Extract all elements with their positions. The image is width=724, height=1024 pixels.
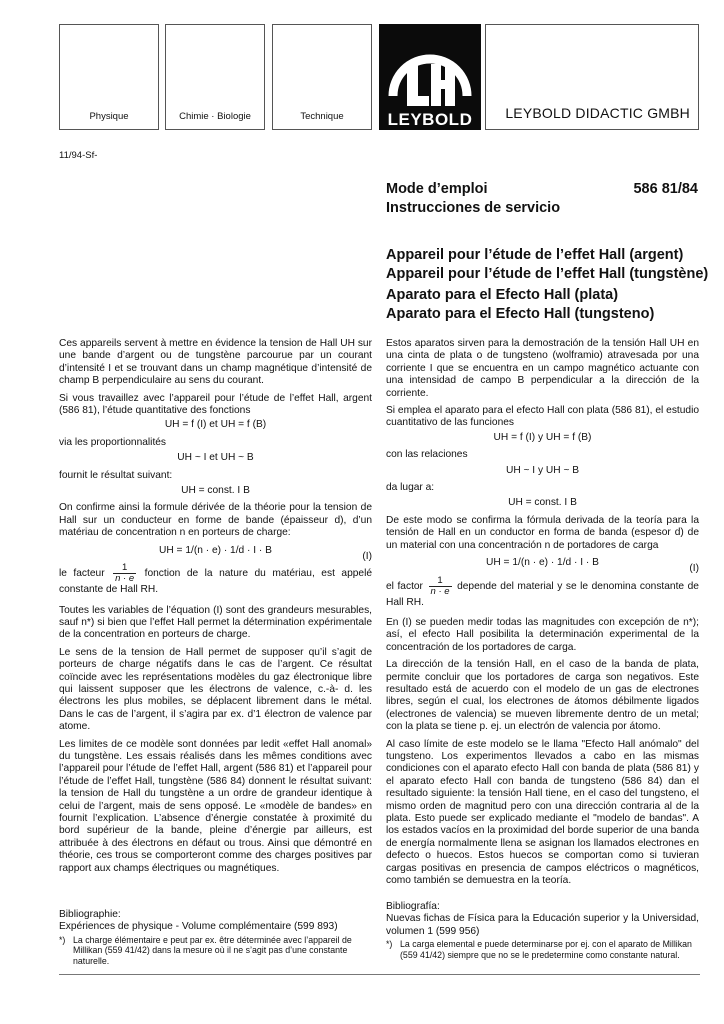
text: fonction de la nature du matériau, est appelé constante de Hall RH. (59, 568, 372, 596)
category-box-physique (59, 24, 159, 130)
equation: UH = f (I) y UH = f (B) (493, 431, 592, 443)
paragraph: Le sens de la tension de Hall permet de supposer qu’il s’agit de porteurs de charge négatifs dans le cas de l’argent. Ce résultat coïncide avec les représentations modèles du gaz électronique libre qui laissent supposer que les électrons de valence, c.-à- d. les électrons les plus mobiles, se déplacent librement dans le métal. Dans le cas de l’argent, il s’agira par ex. d’1 électron de valence par atome. (59, 646, 372, 733)
paragraph: Si vous travaillez avec l’appareil pour l’étude de l’effet Hall, argent (586 81), l’étude quantitative des fonctions (59, 392, 372, 417)
equation: UH = const. I B (181, 485, 250, 497)
hall-formula (386, 557, 699, 575)
paragraph (386, 576, 699, 609)
equation: UH = f (I) et UH = f (B) (164, 419, 267, 431)
paragraph: Al caso límite de este modelo se le llama "Efecto Hall anómalo" del tungsteno. Los experimentos llevados a cabo en las mismas condiciones con el aparato efecto Hall con banda de plata (586 81) y el aparato efecto Hall con banda de tungsteno (586 84) dan el resultado siguiente: la tensión Hall tiene, en el caso del tungsteno, el mismo orden de magnitud pero con una dirección contraria al de la plata. Esto puede ser explicado mediante el "modelo de bandas". A los estados vacíos en la proximidad del borde superior de una banda de energía normalmente llena se asignan los llamados electrones en defecto o huecos. Estos huecos se comportan como si tuvieran cargas positivas en presencia de campos eléctricos o magnéticos, como también se demuestra en la teoría. (386, 738, 699, 887)
footnote-mark: *) (386, 939, 393, 950)
formula-number: (I) (689, 563, 699, 575)
paragraph: On confirme ainsi la formule dérivée de la théorie pour la tension de Hall sur un conducteur en forme de bande (épaisseur d), d’un matériau de concentration n en porteurs de charge: (59, 502, 372, 539)
category-label: Physique (89, 111, 129, 122)
spanish-bibliography (386, 901, 699, 960)
paragraph: Estos aparatos sirven para la demostración de la tensión Hall UH en una cinta de plata o de tungsteno (wolframio) atravesada por una corriente I que se encuentra en un campo magnético actuante con una intensidad de campo B perpendicular a la dirección de la corriente. (386, 338, 699, 399)
equation: UH = const. I B (508, 497, 577, 509)
bibliography-label: Bibliografía: (386, 901, 440, 912)
hall-formula (59, 544, 372, 562)
svg-text:LEYBOLD: LEYBOLD (387, 110, 473, 129)
category-box-technique (272, 24, 372, 130)
catalog-number: 586 81/84 (633, 181, 698, 197)
paragraph (59, 563, 372, 596)
paragraph: con las relaciones (386, 449, 468, 461)
paragraph: De este modo se confirma la fórmula derivada de la teoría para la tensión de Hall en un conductor en forma de banda (espesor d) de un material con una concentración n de portadores de carga (386, 514, 699, 551)
paragraph: Toutes les variables de l’équation (I) sont des grandeurs mesurables, sauf n*) si bien que l’effet Hall permet la détermination expérimentale de la concentration en porteurs de charge. (59, 604, 372, 641)
bibliography-entry: Expériences de physique - Volume complémentaire (599 893) (59, 921, 338, 933)
paragraph: fournit le résultat suivant: (59, 469, 173, 481)
paragraph: En (I) se pueden medir todas las magnitudes con excepción de n*); así, el efecto Hall posibilita la determinación experimental de la concentración de los portadores de carga. (386, 616, 699, 653)
bibliography-label: Bibliographie: (59, 909, 121, 920)
text: le facteur (59, 568, 105, 580)
paragraph: La dirección de la tensión Hall, en el caso de la banda de plata, permite concluir que los portadores de carga son negativos. Este resultado está de acuerdo con el modelo de un gas de electrones libres, según el cual, los electrones de átomos débilmente ligados (electrones de valencia) se mueven libremente dentro de un metal; con la plata se tiene p. ej. un electrón de valencia por átomo. (386, 659, 699, 733)
formula-text: UH = 1/(n · e) · 1/d · I · B (159, 544, 272, 556)
document-code: 11/94-Sf- (59, 150, 98, 161)
text: el factor (386, 580, 423, 592)
category-box-chemistry-biology (165, 24, 265, 130)
mode-es: Instrucciones de servicio (386, 200, 561, 216)
paragraph: via les proportionnalités (59, 436, 167, 448)
lh-logo-icon (379, 24, 481, 130)
category-label: Technique (300, 111, 344, 122)
footnote-text: La carga elemental e puede determinarse por ej. con el aparato de Millikan (559 41/42) siempre que no se le predetermine como constante natural. (400, 939, 692, 960)
french-bibliography (59, 909, 372, 966)
equation: UH ~ I et UH ~ B (177, 452, 254, 464)
fraction: $\frac{1}{n \cdot e}$ (115, 562, 135, 585)
formula-text: UH = 1/(n · e) · 1/d · I · B (486, 557, 599, 569)
paragraph: da lugar a: (386, 482, 435, 494)
footnote (59, 935, 372, 967)
company-name: LEYBOLD DIDACTIC GMBH (505, 105, 690, 121)
footer-rule (59, 974, 700, 975)
footnote-text: La charge élémentaire e peut par ex. être déterminée avec l’appareil de Millikan (559 41/42) dans la mesure où il ne s’agit pas d’une constante naturelle. (73, 934, 352, 966)
french-column (59, 338, 372, 880)
fraction: $\frac{1}{n \cdot e}$ (430, 574, 450, 597)
paragraph: Les limites de ce modèle sont données par ledit «effet Hall anomal» du tungstène. Les essais réalisés dans les mêmes conditions avec l’appareil pour l’étude de l’effet Hall, argent (586 81) et l’appareil pour l’étude de l’effet Hall, tungstène (586 84) donnent le résultat suivant: la tension de Hall du tungstène a un ordre de grandeur identique à celui de l’argent, mais de sens opposé. Le «modèle de bandes» en fournit l’explication. L’absence d’énergie constatée à proximité du bord supérieur de la bande, pleine d’énergie par ailleurs, est attribuée à des électrons en défaut ou trous. Ainsi que démontré en théorie, ces trous se comporteront comme des charges positives par rapport aux champs électriques ou magnétiques. (59, 738, 372, 874)
equation: UH ~ I y UH ~ B (505, 464, 580, 476)
paragraph: Si emplea el aparato para el efecto Hall con plata (586 81), el estudio cuantitativo de las funciones (386, 405, 699, 429)
formula-number: (I) (362, 550, 372, 562)
company-box (485, 24, 699, 130)
footnote-mark: *) (59, 934, 66, 945)
category-label: Chimie · Biologie (179, 111, 251, 122)
footnote (386, 939, 699, 960)
paragraph: Ces appareils servent à mettre en évidence la tension de Hall UH sur une bande d’argent ou de tungstène parcourue par un courant d’intensité I et se trouvant dans un champ magnétique d’intensité de champ B perpendiculaire au sens du courant. (59, 338, 372, 387)
title-es-silver: Aparato para el Efecto Hall (plata) (386, 287, 619, 303)
mode-fr: Mode d’emploi (386, 181, 488, 197)
title-es-tungsten: Aparato para el Efecto Hall (tungsteno) (386, 306, 655, 322)
text: depende del material y se le denomina constante de Hall RH. (386, 580, 699, 608)
spanish-column (386, 338, 699, 892)
bibliography-entry: Nuevas fichas de Física para la Educación superior y la Universidad, volumen 1 (599 956) (386, 913, 699, 937)
title-fr-tungsten: Appareil pour l’étude de l’effet Hall (tungstène) (386, 266, 709, 282)
leybold-logo (379, 24, 481, 130)
title-fr-silver: Appareil pour l’étude de l’effet Hall (argent) (386, 247, 684, 263)
